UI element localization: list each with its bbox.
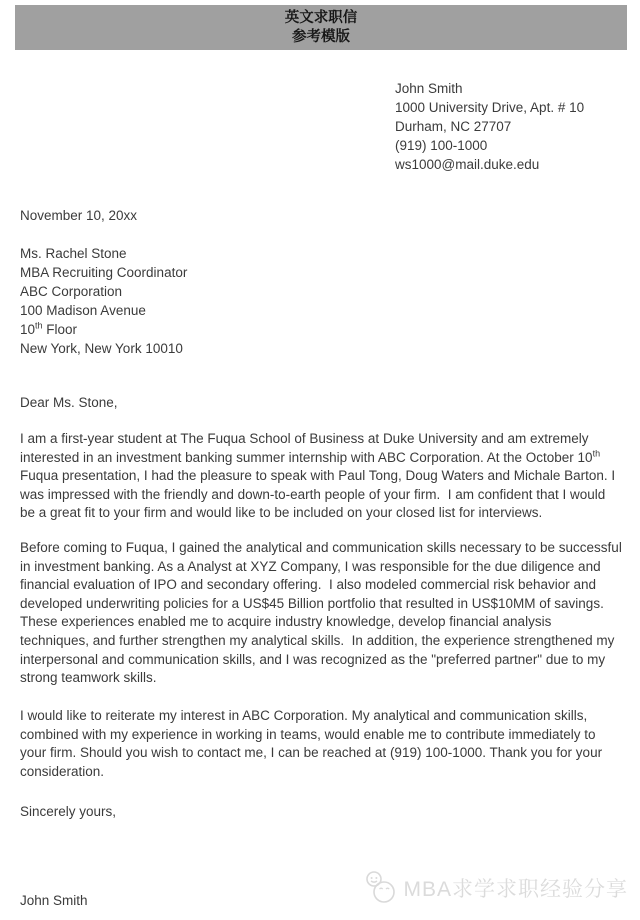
- recipient-floor: 10th Floor: [20, 320, 78, 337]
- recipient-title: MBA Recruiting Coordinator: [20, 265, 188, 280]
- recipient-street: 100 Madison Avenue: [20, 303, 146, 318]
- sender-phone: (919) 100-1000: [395, 138, 488, 153]
- signature-name: John Smith: [20, 893, 88, 908]
- sender-street: 1000 University Drive, Apt. # 10: [395, 100, 585, 115]
- sender-name: John Smith: [395, 81, 463, 96]
- body-paragraph-2: Before coming to Fuqua, I gained the analytical and communication skills necessary to be successful in investment banking. As a Analyst at XYZ Company, I was responsible for the due diligence and financial evaluation of IPO and secondary offering. I also modeled commercial risk behavior and developed underwriting policies for a US$45 Billion portfolio that resulted in US$10MM of savings. These experiences enabled me to acquire industry knowledge, develop financial analysis techniques, and further strengthen my analytical skills. In addition, the experience strengthened my interpersonal and communication skills, and I was recognized as the "preferred partner" due to my strong teamwork skills.: [20, 540, 626, 686]
- sender-email: ws1000@mail.duke.edu: [395, 157, 540, 172]
- sender-city: Durham, NC 27707: [395, 119, 512, 134]
- recipient-name: Ms. Rachel Stone: [20, 246, 127, 261]
- sender-address-block: [395, 79, 584, 174]
- salutation: Dear Ms. Stone,: [20, 395, 118, 410]
- recipient-city: New York, New York 10010: [20, 341, 183, 356]
- header-title-line1: 英文求职信: [284, 10, 358, 26]
- date-ordinal-superscript: th: [592, 448, 601, 459]
- letter-date: November 10, 20xx: [20, 208, 138, 223]
- header-title-line2: 参考模版: [292, 29, 350, 45]
- body-paragraph-3: I would like to reiterate my interest in ABC Corporation. My analytical and communication skills, combined with my experience in working in teams, would enable me to contribute immediately to your firm. Should you wish to contact me, I can be reached at (919) 100-1000. Thank you for your consideration.: [20, 708, 606, 779]
- floor-ordinal-superscript: th: [35, 320, 43, 331]
- wechat-face-icon: [363, 870, 399, 910]
- watermark: [363, 868, 628, 908]
- recipient-company: ABC Corporation: [20, 284, 123, 299]
- body-paragraph-1: I am a first-year student at The Fuqua School of Business at Duke University and am extremely interested in an investment banking summer internship with ABC Corporation. At the October 10th Fuqua presentation, I had the pleasure to speak with Paul Tong, Doug Waters and Michale Barton. I was impressed with the friendly and down-to-earth people of your firm. I am confident that I would be a great fit to your firm and would like to be included on your closed list for interviews.: [20, 431, 619, 521]
- header-banner: [15, 5, 627, 50]
- closing: Sincerely yours,: [20, 804, 117, 819]
- watermark-text: MBA求学求职经验分享: [403, 878, 628, 901]
- recipient-address-block: [20, 244, 187, 358]
